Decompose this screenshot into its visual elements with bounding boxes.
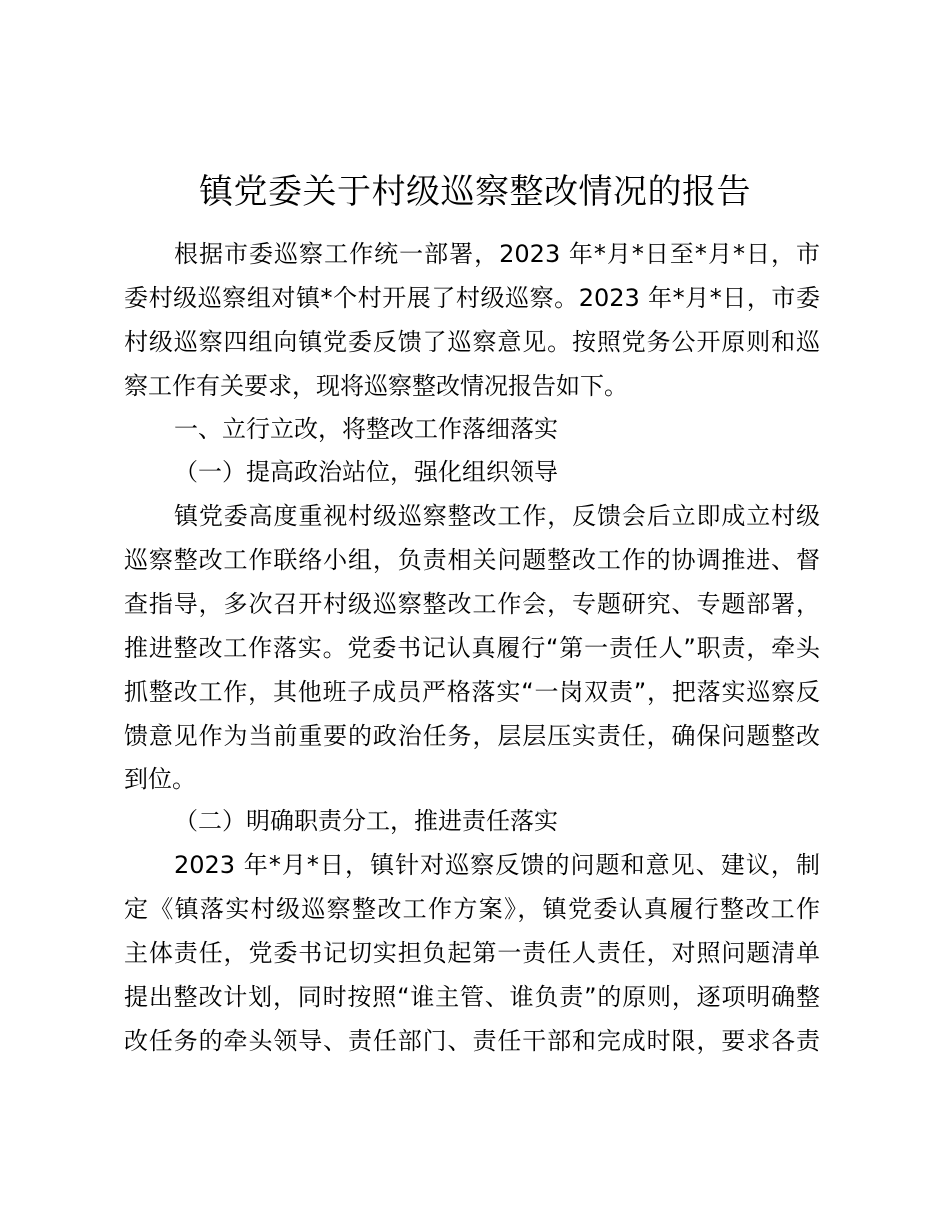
subsection-heading: （一）提高政治站位，强化组织领导 xyxy=(174,458,558,486)
section-heading: 一、立行立改，将整改工作落细落实 xyxy=(174,415,558,443)
paragraph-line: 馈意见作为当前重要的政治任务，层层压实责任，确保问题整改 xyxy=(124,722,820,750)
subsection-heading: （二）明确职责分工，推进责任落实 xyxy=(174,807,558,835)
paragraph-line: 查指导，多次召开村级巡察整改工作会，专题研究、专题部署， xyxy=(124,590,820,618)
paragraph-line: 2023 年*月*日，镇针对巡察反馈的问题和意见、建议，制 xyxy=(174,851,820,879)
paragraph-line: 到位。 xyxy=(124,765,196,793)
paragraph-line: 改任务的牵头领导、责任部门、责任干部和完成时限，要求各责 xyxy=(124,1027,820,1055)
document-title: 镇党委关于村级巡察整改情况的报告 xyxy=(199,172,751,212)
paragraph-line: 委村级巡察组对镇*个村开展了村级巡察。2023 年*月*日，市委 xyxy=(124,284,820,312)
paragraph-line: 定《镇落实村级巡察整改工作方案》，镇党委认真履行整改工作 xyxy=(124,895,820,923)
paragraph-line: 提出整改计划，同时按照“谁主管、谁负责”的原则，逐项明确整 xyxy=(124,983,820,1011)
paragraph-line: 察工作有关要求，现将巡察整改情况报告如下。 xyxy=(124,372,628,400)
paragraph-line: 巡察整改工作联络小组，负责相关问题整改工作的协调推进、督 xyxy=(124,546,820,574)
paragraph-line: 抓整改工作，其他班子成员严格落实“一岗双责”，把落实巡察反 xyxy=(124,678,820,706)
paragraph-line: 村级巡察四组向镇党委反馈了巡察意见。按照党务公开原则和巡 xyxy=(124,328,820,356)
paragraph-line: 根据市委巡察工作统一部署，2023 年*月*日至*月*日，市 xyxy=(174,240,820,268)
paragraph-line: 推进整改工作落实。党委书记认真履行“第一责任人”职责，牵头 xyxy=(124,634,820,662)
paragraph-line: 主体责任，党委书记切实担负起第一责任人责任，对照问题清单 xyxy=(124,939,820,967)
paragraph-line: 镇党委高度重视村级巡察整改工作，反馈会后立即成立村级 xyxy=(174,502,820,530)
